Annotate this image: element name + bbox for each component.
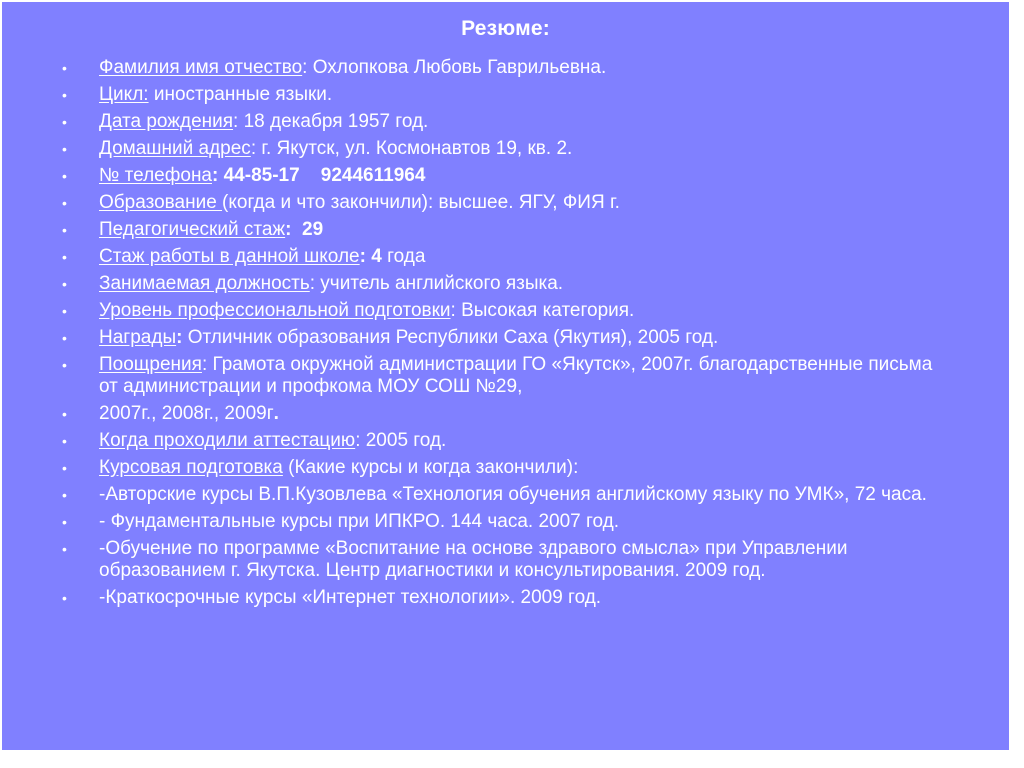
courses-label: Курсовая подготовка — [99, 457, 283, 478]
resume-slide — [2, 2, 1009, 750]
list-item-course-1 — [2, 484, 1009, 506]
bullet-icon: • — [62, 141, 67, 157]
birth-label: Дата рождения — [99, 111, 234, 132]
ped-exp-label: Педагогический стаж — [99, 219, 286, 240]
attestation-value: : 2005 год. — [355, 430, 447, 451]
course-4-text: -Краткосрочные курсы «Интернет технологии». 2009 год. — [99, 587, 602, 608]
list-item-cycle — [2, 84, 1009, 106]
address-label: Домашний адрес — [99, 138, 251, 159]
school-exp-rest: года — [381, 246, 426, 267]
list-item-level — [2, 300, 1009, 322]
years-dot: . — [273, 403, 279, 424]
address-value: : г. Якутск, ул. Космонавтов 19, кв. 2. — [250, 138, 573, 159]
position-value: : учитель английского языка. — [309, 273, 564, 294]
awards-colon: : — [176, 327, 183, 348]
encouragements-value: : Грамота окружной администрации ГО «Якутск», 2007г. благодарственные письма от администрации и профкома МОУ СОШ №29, — [99, 354, 933, 397]
resume-list — [2, 57, 1009, 614]
bullet-icon: • — [62, 514, 67, 530]
list-item-birth — [2, 111, 1009, 133]
list-item-address — [2, 138, 1009, 160]
position-label: Занимаемая должность — [99, 273, 310, 294]
list-item-years — [2, 403, 1009, 425]
birth-value: : 18 декабря 1957 год. — [233, 111, 429, 132]
bullet-icon: • — [62, 460, 67, 476]
years-value: 2007г., 2008г., 2009г — [99, 403, 274, 424]
bullet-icon: • — [62, 168, 67, 184]
bullet-icon: • — [62, 487, 67, 503]
school-exp-label: Стаж работы в данной школе — [99, 246, 360, 267]
course-2-text: - Фундаментальные курсы при ИПКРО. 144 часа. 2007 год. — [99, 511, 620, 532]
bullet-icon: • — [62, 249, 67, 265]
phone-label: № телефона — [99, 165, 212, 186]
attestation-label: Когда проходили аттестацию — [99, 430, 356, 451]
level-label: Уровень профессиональной подготовки — [99, 300, 451, 321]
bullet-icon: • — [62, 195, 67, 211]
awards-label: Награды — [99, 327, 177, 348]
list-item-courses — [2, 457, 1009, 479]
list-item-education — [2, 192, 1009, 214]
bullet-icon: • — [62, 60, 67, 76]
list-item-phone — [2, 165, 1009, 187]
course-1-text: -Авторские курсы В.П.Кузовлева «Технология обучения английскому языку по УМК», 72 часа. — [99, 484, 927, 505]
slide-title: Резюме: — [461, 17, 550, 40]
list-item-attestation — [2, 430, 1009, 452]
list-item-awards — [2, 327, 1009, 349]
bullet-icon: • — [62, 357, 67, 373]
ped-exp-colon: : — [285, 219, 292, 240]
bullet-icon: • — [62, 222, 67, 238]
cycle-value: иностранные языки. — [148, 84, 333, 105]
education-label: Образование — [99, 192, 223, 213]
bullet-icon: • — [62, 276, 67, 292]
education-value: (когда и что закончили): высшее. ЯГУ, ФИЯ г. — [222, 192, 620, 213]
courses-value: (Какие курсы и когда закончили): — [282, 457, 579, 478]
course-3-text: -Обучение по программе «Воспитание на основе здравого смысла» при Управлении образованием г. Якутска. Центр диагностики и консультирования. 2009 год. — [99, 538, 848, 581]
bullet-icon: • — [62, 87, 67, 103]
bullet-icon: • — [62, 303, 67, 319]
bullet-icon: • — [62, 406, 67, 422]
list-item-position — [2, 273, 1009, 295]
awards-value: Отличник образования Республики Саха (Якутия), 2005 год. — [182, 327, 719, 348]
ped-exp-value: 29 — [291, 219, 324, 240]
bullet-icon: • — [62, 433, 67, 449]
list-item-ped-exp — [2, 219, 1009, 241]
list-item-course-2 — [2, 511, 1009, 533]
cycle-label: Цикл: — [99, 84, 149, 105]
fio-value: : Охлопкова Любовь Гаврильевна. — [302, 57, 607, 78]
bullet-icon: • — [62, 541, 67, 557]
fio-label: Фамилия имя отчество — [99, 57, 303, 78]
bullet-icon: • — [62, 590, 67, 606]
list-item-course-4 — [2, 587, 1009, 609]
level-value: : Высокая категория. — [450, 300, 635, 321]
bullet-icon: • — [62, 330, 67, 346]
bullet-icon: • — [62, 114, 67, 130]
school-exp-colon: : — [359, 246, 366, 267]
list-item-fio — [2, 57, 1009, 79]
encouragements-label: Поощрения — [99, 354, 202, 375]
list-item-encouragements — [2, 354, 1009, 398]
list-item-course-3 — [2, 538, 1009, 582]
school-exp-number: 4 — [365, 246, 382, 267]
list-item-school-exp — [2, 246, 1009, 268]
phone-value: : 44-85-17 9244611964 — [212, 165, 426, 186]
